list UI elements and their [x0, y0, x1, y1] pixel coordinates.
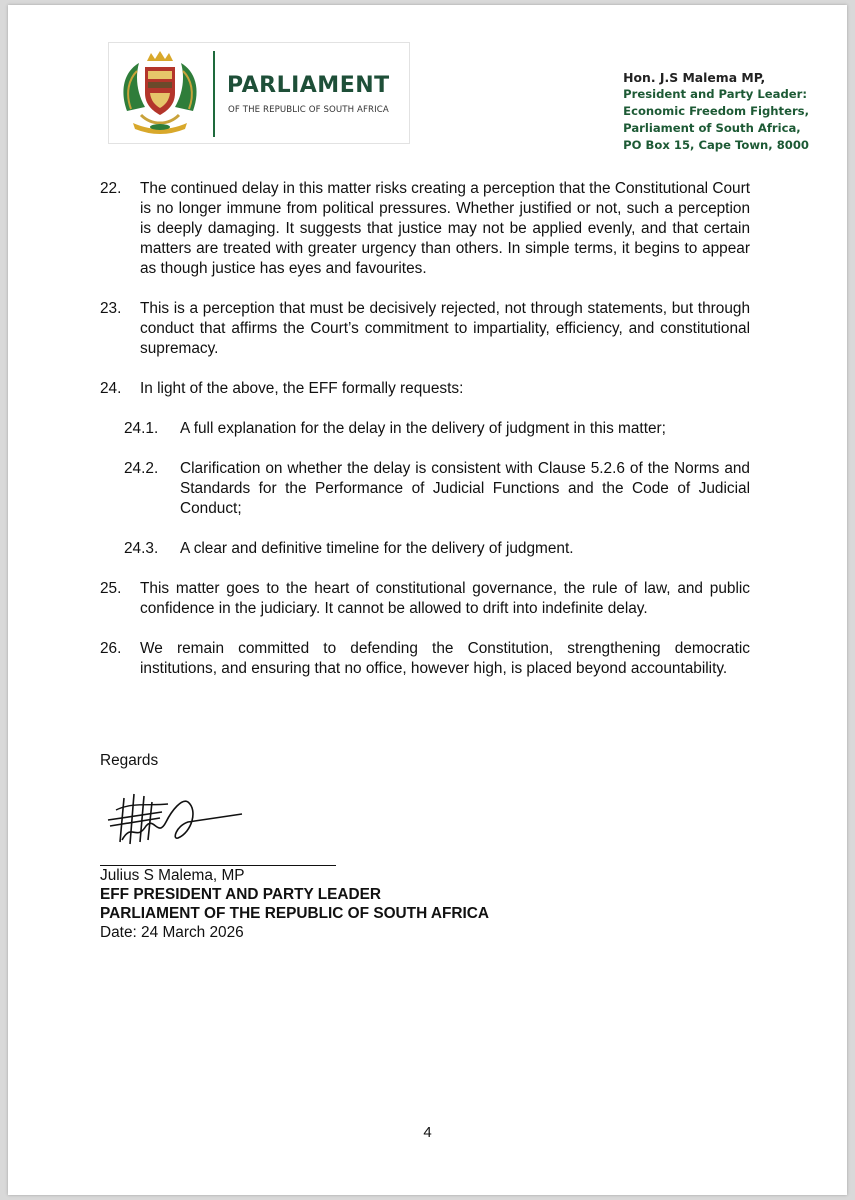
letter-date: Date: 24 March 2026 — [100, 924, 244, 941]
subparagraph-text: A full explanation for the delay in the delivery of judgment in this matter; — [180, 420, 666, 437]
logo-subtitle: OF THE REPUBLIC OF SOUTH AFRICA — [228, 105, 389, 115]
regards: Regards — [100, 752, 159, 769]
handwritten-signature — [102, 782, 252, 852]
subparagraph-number: 24.1. — [124, 420, 159, 437]
subparagraph-number: 24.2. — [124, 460, 159, 477]
letter-body — [100, 179, 750, 699]
paragraph-25 — [100, 579, 750, 619]
paragraph-text: We remain committed to defending the Constitution, strengthening democratic institutions, and ensuring that no office, however high, is placed beyond accountability. — [140, 640, 750, 677]
sender-postal: PO Box 15, Cape Town, 8000 — [623, 138, 809, 152]
signatory-title: EFF PRESIDENT AND PARTY LEADER — [100, 886, 382, 903]
sender-institution: Parliament of South Africa, — [623, 121, 801, 135]
subparagraph-24-3 — [100, 539, 750, 559]
signatory-institution: PARLIAMENT OF THE REPUBLIC OF SOUTH AFRICA — [100, 905, 490, 922]
sender-party: Economic Freedom Fighters, — [623, 104, 809, 118]
paragraph-number: 26. — [100, 640, 122, 657]
parliament-logo — [108, 42, 410, 144]
paragraph-22 — [100, 179, 750, 279]
sender-role: President and Party Leader: — [623, 87, 807, 101]
paragraph-23 — [100, 299, 750, 359]
paragraph-text: The continued delay in this matter risks creating a perception that the Constitutional Court is no longer immune from political pressures. Whether justified or not, such a perception is deeply damaging. It suggests that justice may not be applied evenly, and that certain matters are treated with greater urgency than others. In simple terms, it begins to appear as though justice has eyes and favourites. — [140, 180, 750, 277]
paragraph-number: 25. — [100, 580, 122, 597]
subparagraph-24-1 — [100, 419, 750, 439]
sender-address — [623, 69, 809, 154]
signature-block — [100, 866, 489, 942]
subparagraph-24-2 — [100, 459, 750, 519]
paragraph-number: 22. — [100, 180, 122, 197]
logo-divider — [213, 51, 215, 137]
signatory-name: Julius S Malema, MP — [100, 867, 245, 884]
subparagraph-number: 24.3. — [124, 540, 159, 557]
sender-name: Hon. J.S Malema MP, — [623, 70, 766, 85]
subparagraph-text: A clear and definitive timeline for the delivery of judgment. — [180, 540, 574, 557]
paragraph-text: This matter goes to the heart of constitutional governance, the rule of law, and public confidence in the judiciary. It cannot be allowed to drift into indefinite delay. — [140, 580, 750, 617]
logo-title: PARLIAMENT — [227, 73, 390, 98]
page-number: 4 — [423, 1124, 432, 1141]
paragraph-26 — [100, 639, 750, 679]
coat-of-arms-icon — [117, 49, 203, 137]
subparagraph-text: Clarification on whether the delay is consistent with Clause 5.2.6 of the Norms and Standards for the Performance of Judicial Functions and the Code of Judicial Conduct; — [180, 460, 750, 517]
paragraph-text: In light of the above, the EFF formally requests: — [140, 380, 464, 397]
paragraph-text: This is a perception that must be decisively rejected, not through statements, but through conduct that affirms the Court’s commitment to impartiality, efficiency, and constitutional supremacy. — [140, 300, 750, 357]
paragraph-number: 23. — [100, 300, 122, 317]
paragraph-24 — [100, 379, 750, 399]
paragraph-number: 24. — [100, 380, 122, 397]
